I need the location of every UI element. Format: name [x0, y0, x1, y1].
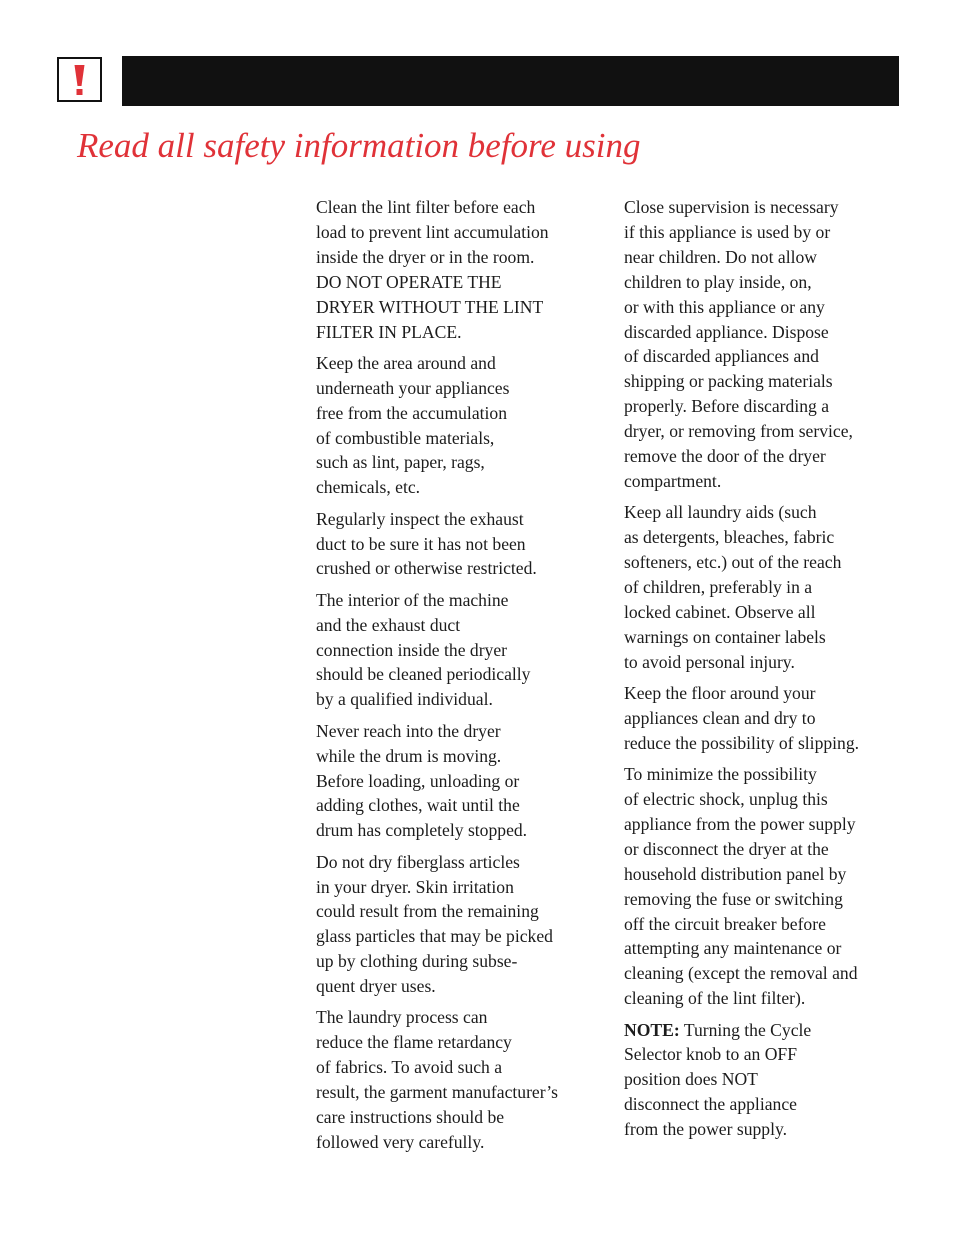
paragraph-fiberglass: Do not dry fiberglass articles in your dryer. Skin irritation could result from the remaining glass particles that may be picked up by clothing during subse- quent dryer uses. — [316, 851, 553, 997]
paragraph-interior-cleaning: The interior of the machine and the exhaust duct connection inside the dryer should be cleaned periodically by a qualified individual. — [316, 589, 531, 710]
note-text: Turning the Cycle Selector knob to an OFF position does NOT disconnect the appliance from the power supply. — [624, 1019, 812, 1140]
page-title: Read all safety information before using — [77, 126, 641, 165]
exclamation-icon — [59, 59, 100, 100]
paragraph-exhaust-duct: Regularly inspect the exhaust duct to be sure it has not been crushed or otherwise restricted. — [316, 508, 537, 579]
paragraph-electric-shock: To minimize the possibility of electric shock, unplug this appliance from the power supply or disconnect the dryer at the household distribution panel by removing the fuse or switching off the circuit breaker before attempting any maintenance or cleaning (except the removal and cleaning of the lint filter). — [624, 764, 858, 1009]
paragraph-drum-moving: Never reach into the dryer while the drum is moving. Before loading, unloading or adding clothes, wait until the drum has completely stopped. — [316, 720, 528, 841]
left-column — [316, 195, 606, 1161]
right-column — [624, 195, 914, 1148]
paragraph-lint-filter: Clean the lint filter before each load to prevent lint accumulation inside the dryer or in the room. DO NOT OPERATE THE DRYER WITHOUT THE LINT FILTER IN PLACE. — [316, 197, 549, 342]
note-label: NOTE: — [624, 1019, 680, 1040]
paragraph-child-supervision: Close supervision is necessary if this appliance is used by or near children. Do not allow children to play inside, on, or with this appliance or any discarded appliance. Dispose of discarded appliances and shipping or packing materials properly. Before discarding a dryer, or removing from service, remove the door of the dryer compartment. — [624, 197, 853, 491]
warning-box — [57, 57, 102, 102]
paragraph-flame-retardancy: The laundry process can reduce the flame retardancy of fabrics. To avoid such a result, the garment manufacturer’s care instructions should be followed very carefully. — [316, 1007, 558, 1152]
paragraph-laundry-aids: Keep all laundry aids (such as detergents, bleaches, fabric softeners, etc.) out of the reach of children, preferably in a locked cabinet. Observe all warnings on container labels to avoid personal injury. — [624, 502, 842, 672]
note-paragraph — [624, 1018, 914, 1143]
paragraph-combustible-materials: Keep the area around and underneath your appliances free from the accumulation of combustible materials, such as lint, paper, rags, chemicals, etc. — [316, 352, 510, 498]
paragraph-floor-dry: Keep the floor around your appliances clean and dry to reduce the possibility of slipping. — [624, 683, 860, 753]
header-bar — [122, 56, 899, 106]
